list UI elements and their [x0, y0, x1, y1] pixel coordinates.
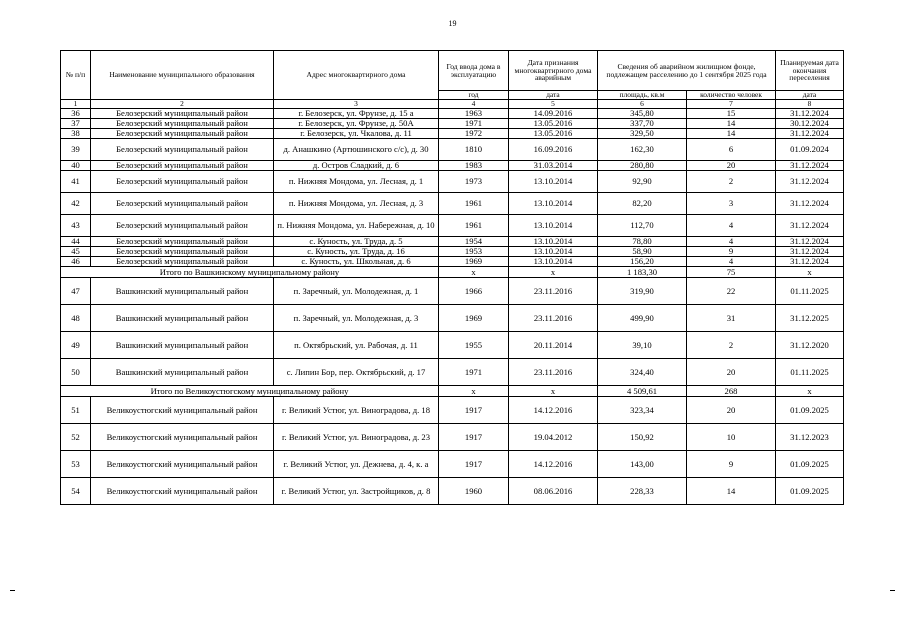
column-index: 1: [61, 100, 91, 109]
subtotal-label: Итого по Вашкинскому муниципальному району: [61, 267, 439, 278]
year-cell: 1955: [439, 332, 509, 359]
header-planned-date: Планируемая дата окончания переселения: [776, 51, 844, 91]
subheader-people: количество человек: [687, 91, 776, 100]
area-cell: 150,92: [598, 424, 687, 451]
people-count-cell: 4: [687, 215, 776, 237]
planned-date-cell: х: [776, 267, 844, 278]
municipality-cell: Белозерский муниципальный район: [91, 109, 274, 119]
year-cell: 1917: [439, 397, 509, 424]
header-address: Адрес многоквартирного дома: [274, 51, 439, 100]
address-cell: г. Великий Устюг, ул. Виноградова, д. 23: [274, 424, 439, 451]
edge-mark: [890, 590, 895, 591]
planned-date-cell: 01.09.2025: [776, 478, 844, 505]
address-cell: г. Белозерск, ул. Фрунзе, д. 15 а: [274, 109, 439, 119]
table-row: [61, 424, 844, 451]
people-count-cell: 9: [687, 247, 776, 257]
planned-date-cell: 31.12.2024: [776, 247, 844, 257]
planned-date-cell: 01.09.2025: [776, 451, 844, 478]
area-cell: 337,70: [598, 119, 687, 129]
municipality-cell: Белозерский муниципальный район: [91, 193, 274, 215]
address-cell: с. Куность, ул. Труда, д. 5: [274, 237, 439, 247]
emergency-housing-table: [60, 50, 844, 505]
planned-date-cell: 01.09.2025: [776, 397, 844, 424]
year-cell: 1971: [439, 359, 509, 386]
column-index: 7: [687, 100, 776, 109]
row-number: 51: [61, 397, 91, 424]
table-row: [61, 119, 844, 129]
address-cell: п. Нижняя Мондома, ул. Лесная, д. 1: [274, 171, 439, 193]
planned-date-cell: 01.11.2025: [776, 278, 844, 305]
address-cell: п. Заречный, ул. Молодежная, д. 1: [274, 278, 439, 305]
people-count-cell: 2: [687, 171, 776, 193]
header-housing-info: Сведения об аварийном жилищном фонде, подлежащем расселению до 1 сентября 2025 года: [598, 51, 776, 91]
address-cell: п. Нижняя Мондома, ул. Набережная, д. 10: [274, 215, 439, 237]
edge-mark: [10, 590, 15, 591]
row-number: 44: [61, 237, 91, 247]
table-row: [61, 129, 844, 139]
year-cell: 1917: [439, 451, 509, 478]
planned-date-cell: 01.11.2025: [776, 359, 844, 386]
row-number: 48: [61, 305, 91, 332]
address-cell: с. Куность, ул. Труда, д. 16: [274, 247, 439, 257]
people-count-cell: 75: [687, 267, 776, 278]
planned-date-cell: 31.12.2024: [776, 171, 844, 193]
address-cell: п. Октябрьский, ул. Рабочая, д. 11: [274, 332, 439, 359]
address-cell: п. Нижняя Мондома, ул. Лесная, д. 3: [274, 193, 439, 215]
planned-date-cell: 31.12.2024: [776, 237, 844, 247]
table-row: [61, 305, 844, 332]
people-count-cell: 31: [687, 305, 776, 332]
address-cell: д. Анашкино (Артюшинского с/с), д. 30: [274, 139, 439, 161]
recognition-date-cell: 13.05.2016: [509, 129, 598, 139]
year-cell: 1961: [439, 193, 509, 215]
municipality-cell: Вашкинский муниципальный район: [91, 305, 274, 332]
table-row: [61, 171, 844, 193]
people-count-cell: 20: [687, 397, 776, 424]
year-cell: 1954: [439, 237, 509, 247]
recognition-date-cell: х: [509, 267, 598, 278]
area-cell: 4 509,61: [598, 386, 687, 397]
people-count-cell: 268: [687, 386, 776, 397]
municipality-cell: Белозерский муниципальный район: [91, 139, 274, 161]
people-count-cell: 15: [687, 109, 776, 119]
recognition-date-cell: 13.10.2014: [509, 257, 598, 267]
area-cell: 156,20: [598, 257, 687, 267]
recognition-date-cell: 23.11.2016: [509, 305, 598, 332]
area-cell: 82,20: [598, 193, 687, 215]
subtotal-row: [61, 267, 844, 278]
municipality-cell: Белозерский муниципальный район: [91, 215, 274, 237]
area-cell: 112,70: [598, 215, 687, 237]
table-row: [61, 215, 844, 237]
column-index: 5: [509, 100, 598, 109]
row-number: 41: [61, 171, 91, 193]
people-count-cell: 4: [687, 237, 776, 247]
row-number: 49: [61, 332, 91, 359]
row-number: 39: [61, 139, 91, 161]
year-cell: 1810: [439, 139, 509, 161]
table-row: [61, 332, 844, 359]
people-count-cell: 20: [687, 161, 776, 171]
recognition-date-cell: 31.03.2014: [509, 161, 598, 171]
column-index: 8: [776, 100, 844, 109]
table-body: [61, 109, 844, 505]
recognition-date-cell: 13.10.2014: [509, 237, 598, 247]
municipality-cell: Белозерский муниципальный район: [91, 171, 274, 193]
year-cell: 1969: [439, 257, 509, 267]
year-cell: 1960: [439, 478, 509, 505]
header-municipality: Наименование муниципального образования: [91, 51, 274, 100]
recognition-date-cell: 13.10.2014: [509, 247, 598, 257]
planned-date-cell: 31.12.2024: [776, 129, 844, 139]
municipality-cell: Великоустюгский муниципальный район: [91, 451, 274, 478]
recognition-date-cell: 08.06.2016: [509, 478, 598, 505]
municipality-cell: Белозерский муниципальный район: [91, 247, 274, 257]
year-cell: 1973: [439, 171, 509, 193]
row-number: 42: [61, 193, 91, 215]
address-cell: г. Великий Устюг, ул. Виноградова, д. 18: [274, 397, 439, 424]
table-row: [61, 247, 844, 257]
people-count-cell: 22: [687, 278, 776, 305]
area-cell: 329,50: [598, 129, 687, 139]
municipality-cell: Великоустюгский муниципальный район: [91, 397, 274, 424]
table-row: [61, 451, 844, 478]
people-count-cell: 14: [687, 129, 776, 139]
row-number: 52: [61, 424, 91, 451]
planned-date-cell: 31.12.2024: [776, 193, 844, 215]
table-row: [61, 278, 844, 305]
year-cell: 1972: [439, 129, 509, 139]
municipality-cell: Великоустюгский муниципальный район: [91, 424, 274, 451]
municipality-cell: Белозерский муниципальный район: [91, 257, 274, 267]
recognition-date-cell: 13.05.2016: [509, 119, 598, 129]
recognition-date-cell: 14.09.2016: [509, 109, 598, 119]
people-count-cell: 4: [687, 257, 776, 267]
planned-date-cell: 31.12.2024: [776, 161, 844, 171]
area-cell: 162,30: [598, 139, 687, 161]
planned-date-cell: 31.12.2025: [776, 305, 844, 332]
page-number: 19: [448, 19, 457, 28]
address-cell: п. Заречный, ул. Молодежная, д. 3: [274, 305, 439, 332]
column-index: 6: [598, 100, 687, 109]
row-number: 40: [61, 161, 91, 171]
header-num: № п/п: [61, 51, 91, 100]
row-number: 54: [61, 478, 91, 505]
table-row: [61, 193, 844, 215]
people-count-cell: 20: [687, 359, 776, 386]
people-count-cell: 3: [687, 193, 776, 215]
row-number: 46: [61, 257, 91, 267]
row-number: 43: [61, 215, 91, 237]
year-cell: 1971: [439, 119, 509, 129]
address-cell: г. Белозерск, ул. Фрунзе, д. 50А: [274, 119, 439, 129]
planned-date-cell: 31.12.2024: [776, 215, 844, 237]
area-cell: 92,90: [598, 171, 687, 193]
area-cell: 280,80: [598, 161, 687, 171]
table-row: [61, 478, 844, 505]
area-cell: 324,40: [598, 359, 687, 386]
column-index: 3: [274, 100, 439, 109]
subheader-plan-date: дата: [776, 91, 844, 100]
recognition-date-cell: 16.09.2016: [509, 139, 598, 161]
planned-date-cell: 31.12.2023: [776, 424, 844, 451]
municipality-cell: Великоустюгский муниципальный район: [91, 478, 274, 505]
recognition-date-cell: 14.12.2016: [509, 451, 598, 478]
table-row: [61, 109, 844, 119]
column-index: 4: [439, 100, 509, 109]
year-cell: 1963: [439, 109, 509, 119]
year-cell: 1983: [439, 161, 509, 171]
subheader-date: дата: [509, 91, 598, 100]
table-row: [61, 257, 844, 267]
municipality-cell: Белозерский муниципальный район: [91, 119, 274, 129]
recognition-date-cell: 23.11.2016: [509, 278, 598, 305]
area-cell: 319,90: [598, 278, 687, 305]
planned-date-cell: 31.12.2020: [776, 332, 844, 359]
recognition-date-cell: 20.11.2014: [509, 332, 598, 359]
planned-date-cell: 31.12.2024: [776, 257, 844, 267]
recognition-date-cell: 13.10.2014: [509, 171, 598, 193]
planned-date-cell: 30.12.2024: [776, 119, 844, 129]
people-count-cell: 10: [687, 424, 776, 451]
municipality-cell: Вашкинский муниципальный район: [91, 359, 274, 386]
area-cell: 1 183,30: [598, 267, 687, 278]
area-cell: 323,34: [598, 397, 687, 424]
row-number: 45: [61, 247, 91, 257]
area-cell: 78,80: [598, 237, 687, 247]
year-cell: х: [439, 386, 509, 397]
recognition-date-cell: 23.11.2016: [509, 359, 598, 386]
people-count-cell: 2: [687, 332, 776, 359]
row-number: 36: [61, 109, 91, 119]
subheader-area: площадь, кв.м: [598, 91, 687, 100]
table-row: [61, 139, 844, 161]
municipality-cell: Вашкинский муниципальный район: [91, 332, 274, 359]
table-row: [61, 161, 844, 171]
header-year: Год ввода дома в эксплуатацию: [439, 51, 509, 91]
area-cell: 143,00: [598, 451, 687, 478]
people-count-cell: 6: [687, 139, 776, 161]
column-index: 2: [91, 100, 274, 109]
municipality-cell: Белозерский муниципальный район: [91, 161, 274, 171]
address-cell: с. Куность, ул. Школьная, д. 6: [274, 257, 439, 267]
year-cell: 1953: [439, 247, 509, 257]
address-cell: г. Белозерск, ул. Чкалова, д. 11: [274, 129, 439, 139]
planned-date-cell: 31.12.2024: [776, 109, 844, 119]
people-count-cell: 9: [687, 451, 776, 478]
planned-date-cell: 01.09.2024: [776, 139, 844, 161]
table-row: [61, 359, 844, 386]
year-cell: 1917: [439, 424, 509, 451]
address-cell: с. Липин Бор, пер. Октябрьский, д. 17: [274, 359, 439, 386]
address-cell: г. Великий Устюг, ул. Дежнева, д. 4, к. а: [274, 451, 439, 478]
year-cell: 1961: [439, 215, 509, 237]
year-cell: 1966: [439, 278, 509, 305]
address-cell: г. Великий Устюг, ул. Застройщиков, д. 8: [274, 478, 439, 505]
planned-date-cell: х: [776, 386, 844, 397]
recognition-date-cell: 13.10.2014: [509, 215, 598, 237]
municipality-cell: Белозерский муниципальный район: [91, 129, 274, 139]
subtotal-row: [61, 386, 844, 397]
row-number: 47: [61, 278, 91, 305]
row-number: 50: [61, 359, 91, 386]
area-cell: 228,33: [598, 478, 687, 505]
row-number: 38: [61, 129, 91, 139]
table-row: [61, 397, 844, 424]
header-recognition-date: Дата признания многоквартирного дома аварийным: [509, 51, 598, 91]
area-cell: 39,10: [598, 332, 687, 359]
recognition-date-cell: 13.10.2014: [509, 193, 598, 215]
year-cell: х: [439, 267, 509, 278]
area-cell: 499,90: [598, 305, 687, 332]
area-cell: 58,90: [598, 247, 687, 257]
people-count-cell: 14: [687, 119, 776, 129]
area-cell: 345,80: [598, 109, 687, 119]
table-row: [61, 237, 844, 247]
year-cell: 1969: [439, 305, 509, 332]
subtotal-label: Итого по Великоустюгскому муниципальному району: [61, 386, 439, 397]
subheader-year: год: [439, 91, 509, 100]
recognition-date-cell: х: [509, 386, 598, 397]
address-cell: д. Остров Сладкий, д. 6: [274, 161, 439, 171]
row-number: 37: [61, 119, 91, 129]
recognition-date-cell: 14.12.2016: [509, 397, 598, 424]
municipality-cell: Белозерский муниципальный район: [91, 237, 274, 247]
recognition-date-cell: 19.04.2012: [509, 424, 598, 451]
municipality-cell: Вашкинский муниципальный район: [91, 278, 274, 305]
people-count-cell: 14: [687, 478, 776, 505]
row-number: 53: [61, 451, 91, 478]
